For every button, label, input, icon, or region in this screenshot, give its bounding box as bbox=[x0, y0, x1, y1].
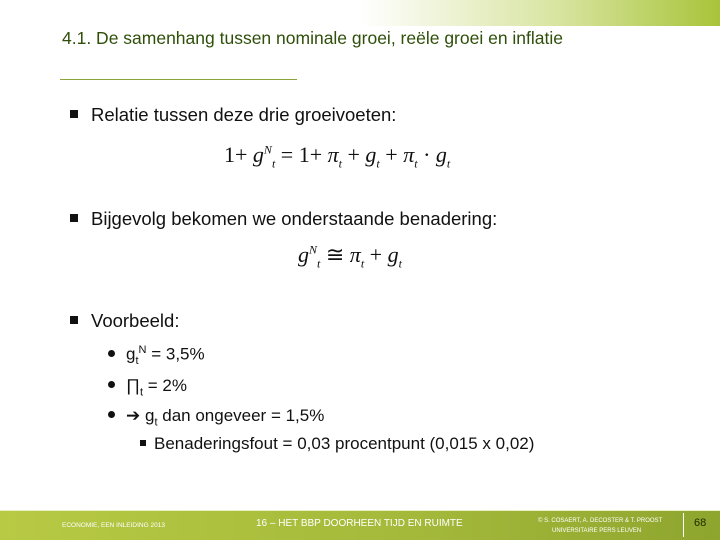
footer-separator bbox=[683, 513, 684, 537]
f1-t-b: t bbox=[338, 156, 342, 171]
f1-one-b: 1 bbox=[298, 142, 310, 167]
f1-one: 1 bbox=[224, 142, 235, 167]
example-item-1 bbox=[108, 344, 205, 367]
f1-plus: + bbox=[235, 142, 248, 167]
footer-chapter: 16 – HET BBP DOORHEEN TIJD EN RUIMTE bbox=[256, 518, 463, 529]
f1-g-c: g bbox=[435, 142, 447, 167]
example-item-3 bbox=[108, 406, 324, 428]
footer-divider bbox=[0, 510, 720, 511]
bullet-square-icon bbox=[140, 440, 146, 446]
f2-t: t bbox=[317, 256, 321, 271]
f1-plus-c: + bbox=[347, 142, 360, 167]
f2-plus: + bbox=[369, 242, 383, 267]
arrow-right-icon: ➔ bbox=[126, 406, 141, 425]
f1-t-e: t bbox=[446, 156, 451, 171]
bullet-square-icon bbox=[70, 214, 78, 222]
ex2-pi: ∏ bbox=[126, 376, 140, 395]
bullet-2-text: Bijgevolg bekomen we onderstaande benadering: bbox=[91, 208, 498, 229]
page-number: 68 bbox=[694, 517, 707, 529]
footer-copyright-line1: © S. COSAERT, A. DECOSTER & T. PROOST bbox=[538, 518, 663, 524]
bullet-1-text: Relatie tussen deze drie groeivoeten: bbox=[91, 104, 397, 125]
footer-copyright bbox=[538, 516, 662, 536]
f2-t-b: t bbox=[360, 256, 365, 271]
bullet-dot-icon bbox=[108, 350, 115, 357]
f1-pi: π bbox=[327, 142, 339, 167]
f1-eq: = bbox=[280, 142, 294, 167]
bullet-dot-icon bbox=[108, 381, 115, 388]
f2-N: N bbox=[309, 242, 318, 257]
ex1-g: g bbox=[126, 344, 136, 364]
bullet-3 bbox=[70, 310, 179, 332]
f1-t-d: t bbox=[414, 156, 418, 171]
header-gradient bbox=[360, 0, 720, 26]
f2-approx: ≅ bbox=[325, 242, 345, 267]
ex1-t: t bbox=[135, 355, 139, 368]
f1-g-b: g bbox=[365, 142, 377, 167]
bullet-3-text: Voorbeeld: bbox=[91, 310, 180, 331]
ex3-rest: dan ongeveer = 1,5% bbox=[157, 406, 325, 425]
ex3-g: g bbox=[144, 406, 155, 425]
f2-g-b: g bbox=[387, 242, 399, 267]
example-sub-item bbox=[140, 434, 534, 454]
bullet-2 bbox=[70, 208, 497, 230]
f1-pi-b: π bbox=[403, 142, 415, 167]
footer-left-text: ECONOMIE, EEN INLEIDING 2013 bbox=[62, 522, 165, 529]
ex3-t: t bbox=[154, 416, 158, 429]
example-item-2 bbox=[108, 376, 187, 398]
f1-t-c: t bbox=[376, 156, 380, 171]
f1-dot: · bbox=[423, 142, 431, 167]
bullet-square-icon bbox=[70, 110, 78, 118]
formula-relation bbox=[224, 142, 450, 171]
ex1-rest: = 3,5% bbox=[146, 344, 205, 364]
ex2-rest: = 2% bbox=[143, 376, 188, 395]
f1-plus-d: + bbox=[385, 142, 398, 167]
title-underline bbox=[60, 79, 297, 80]
f1-t: t bbox=[271, 156, 276, 171]
f1-N: N bbox=[263, 142, 272, 157]
f2-t-c: t bbox=[398, 256, 402, 271]
f1-plus-b: + bbox=[309, 142, 323, 167]
slide-title: 4.1. De samenhang tussen nominale groei, reële groei en inflatie bbox=[62, 28, 564, 48]
ex2-t: t bbox=[140, 386, 144, 399]
bullet-dot-icon bbox=[108, 411, 115, 418]
f2-g: g bbox=[298, 242, 309, 267]
footer-copyright-line2: UNIVERSITAIRE PERS LEUVEN bbox=[552, 528, 642, 534]
bullet-square-icon bbox=[70, 316, 78, 324]
ex1-N: N bbox=[138, 344, 147, 356]
example-sub-text: Benaderingsfout = 0,03 procentpunt (0,015 x 0,02) bbox=[154, 434, 535, 453]
formula-approximation bbox=[298, 242, 402, 271]
f2-pi: π bbox=[349, 242, 361, 267]
f1-g: g bbox=[252, 142, 264, 167]
bullet-1 bbox=[70, 104, 396, 126]
